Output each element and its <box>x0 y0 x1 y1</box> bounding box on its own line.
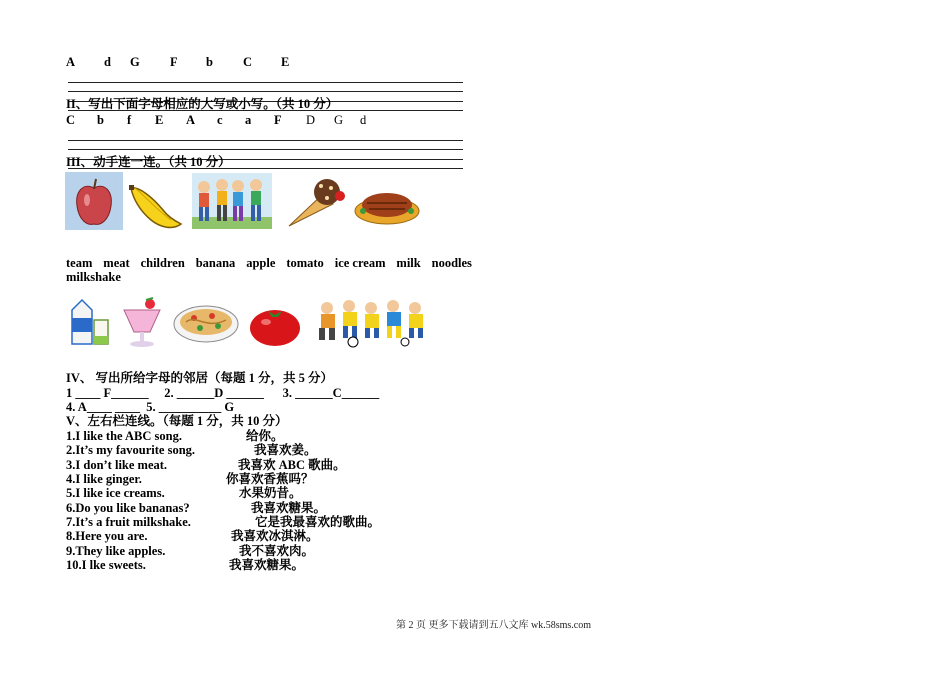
letter: F <box>274 113 282 127</box>
right-sentence: 水果奶昔。 <box>239 486 302 500</box>
section5-heading: V、左右栏连线。（每题 1 分，共 10 分） <box>66 414 288 428</box>
word-list-line1 <box>66 256 472 271</box>
letter: C <box>66 113 76 127</box>
writing-line <box>68 149 463 150</box>
word: apple <box>246 256 276 270</box>
letter: d <box>104 55 111 69</box>
section3-heading: III、动手连一连。（共 10 分） <box>66 155 231 169</box>
ice-cream-picture <box>283 176 347 228</box>
word: meat <box>103 256 130 270</box>
letter: c <box>217 113 223 127</box>
word: children <box>140 256 185 270</box>
left-sentence: 10.I lke sweets. <box>66 558 146 572</box>
left-sentence: 1.I like the ABC song. <box>66 429 182 443</box>
noodles-picture <box>172 300 240 348</box>
left-sentence: 3.I don’t like meat. <box>66 458 168 472</box>
letter: a <box>245 113 252 127</box>
section2-heading: II、写出下面字母相应的大写或小写。（共 10 分） <box>66 97 339 111</box>
letter: b <box>97 113 104 127</box>
writing-line <box>68 91 463 92</box>
left-sentence: 6.Do you like bananas? <box>66 501 190 515</box>
word: noodles <box>431 256 472 270</box>
word: tomato <box>286 256 324 270</box>
letter: A <box>66 55 76 69</box>
page-footer: 第 2 页 更多下载请到五八文库 wk.58sms.com <box>396 620 591 631</box>
word: team <box>66 256 93 270</box>
left-sentence: 5.I like ice creams. <box>66 486 165 500</box>
letter: C <box>243 55 253 69</box>
letter: D <box>306 113 316 127</box>
section4-row1: 1 ____ F______ 2. ______D ______ 3. ______C______ <box>66 386 380 400</box>
milkshake-picture <box>120 296 164 350</box>
left-sentence: 9.They like apples. <box>66 544 166 558</box>
left-sentence: 7.It’s a fruit milkshake. <box>66 515 191 529</box>
right-sentence: 它是我最喜欢的歌曲。 <box>255 515 381 529</box>
right-sentence: 给你。 <box>246 429 284 443</box>
writing-line <box>68 140 463 141</box>
word-list-line2: milkshake <box>66 270 121 284</box>
right-sentence: 我不喜欢肉。 <box>239 544 315 558</box>
letter: G <box>334 113 344 127</box>
milk-picture <box>68 296 112 350</box>
word: ice cream <box>334 256 386 270</box>
letter: E <box>281 55 290 69</box>
right-sentence: 我喜欢冰淇淋。 <box>231 529 319 543</box>
word: milk <box>396 256 421 270</box>
letter: f <box>127 113 132 127</box>
right-sentence: 我喜欢姜。 <box>254 443 317 457</box>
letter: G <box>130 55 140 69</box>
apple-picture <box>65 172 123 230</box>
tomato-picture <box>248 302 302 348</box>
meat-picture <box>353 183 421 227</box>
children-picture <box>192 173 272 229</box>
left-sentence: 2.It’s my favourite song. <box>66 443 196 457</box>
word: banana <box>195 256 236 270</box>
letter: d <box>360 113 367 127</box>
right-sentence: 我喜欢糖果。 <box>251 501 327 515</box>
right-sentence: 我喜欢 ABC 歌曲。 <box>238 458 346 472</box>
banana-picture <box>127 180 183 230</box>
section4-heading: IV、 写出所给字母的邻居（每题 1 分，共 5 分） <box>66 371 334 385</box>
letter: F <box>170 55 178 69</box>
writing-line <box>68 82 463 83</box>
right-sentence: 你喜欢香蕉吗？ <box>226 472 314 486</box>
right-sentence: 我喜欢糖果。 <box>229 558 305 572</box>
team-picture <box>313 296 437 348</box>
left-sentence: 4.I like ginger. <box>66 472 142 486</box>
letter: E <box>155 113 164 127</box>
letter: A <box>186 113 196 127</box>
left-sentence: 8.Here you are. <box>66 529 148 543</box>
letter: b <box>206 55 213 69</box>
section4-row2: 4. A____ ____ 5. __________ G <box>66 400 235 414</box>
